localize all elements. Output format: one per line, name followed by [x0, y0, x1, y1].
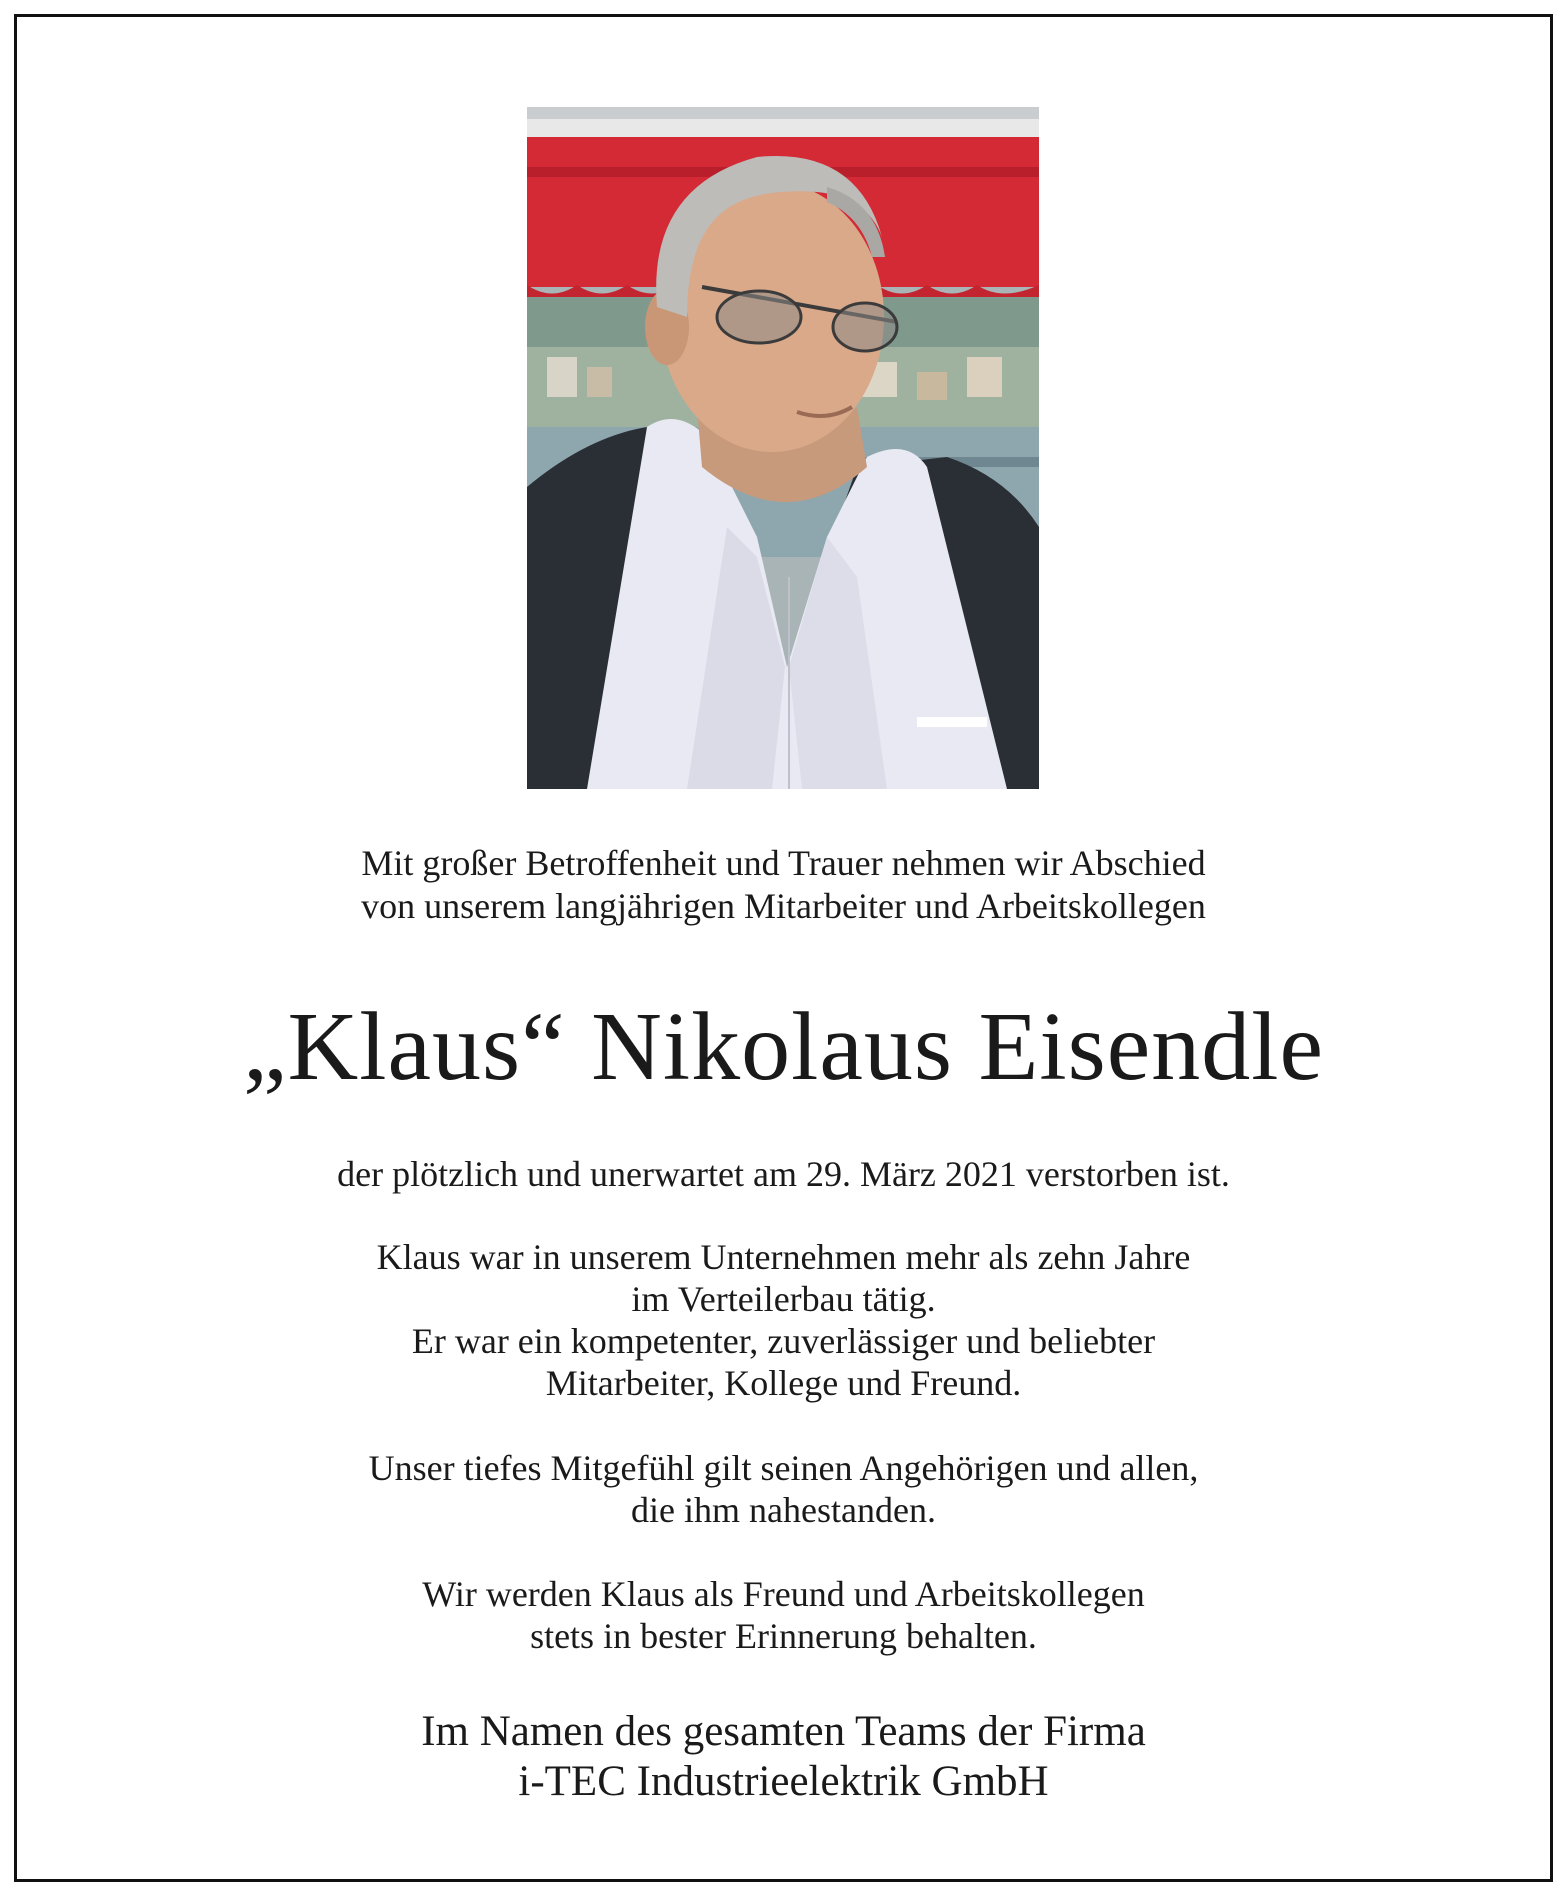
signature-line: Im Namen des gesamten Teams der Firma [421, 1708, 1146, 1755]
paragraph-line: stets in bester Erinnerung behalten. [530, 1616, 1037, 1656]
paragraph-line: Er war ein kompetenter, zuverlässiger und beliebter [411, 1321, 1156, 1361]
paragraph-line: Unser tiefes Mitgefühl gilt seinen Angehörigen und allen, [368, 1448, 1199, 1488]
paragraph-career [0, 1236, 1567, 1404]
paragraph-line: die ihm nahestanden. [631, 1490, 936, 1530]
paragraph-line: im Verteilerbau tätig. [631, 1279, 936, 1319]
intro-text [0, 842, 1567, 928]
paragraph-line: Mitarbeiter, Kollege und Freund. [545, 1363, 1022, 1403]
portrait-photo [527, 107, 1039, 789]
signature [0, 1707, 1567, 1807]
paragraph-remembrance [0, 1573, 1567, 1657]
intro-line: von unserem langjährigen Mitarbeiter und Arbeitskollegen [361, 886, 1206, 926]
deceased-name: „Klaus“ Nikolaus Eisendle [243, 993, 1324, 1101]
paragraph-line: Wir werden Klaus als Freund und Arbeitskollegen [422, 1574, 1145, 1614]
paragraph-line: Klaus war in unserem Unternehmen mehr als zehn Jahre [376, 1237, 1191, 1277]
paragraph-condolence [0, 1447, 1567, 1531]
intro-line: Mit großer Betroffenheit und Trauer nehmen wir Abschied [361, 843, 1206, 883]
company-name: i-TEC Industrieelektrik GmbH [518, 1758, 1049, 1805]
death-line: der plötzlich und unerwartet am 29. März 2021 verstorben ist. [337, 1154, 1230, 1194]
